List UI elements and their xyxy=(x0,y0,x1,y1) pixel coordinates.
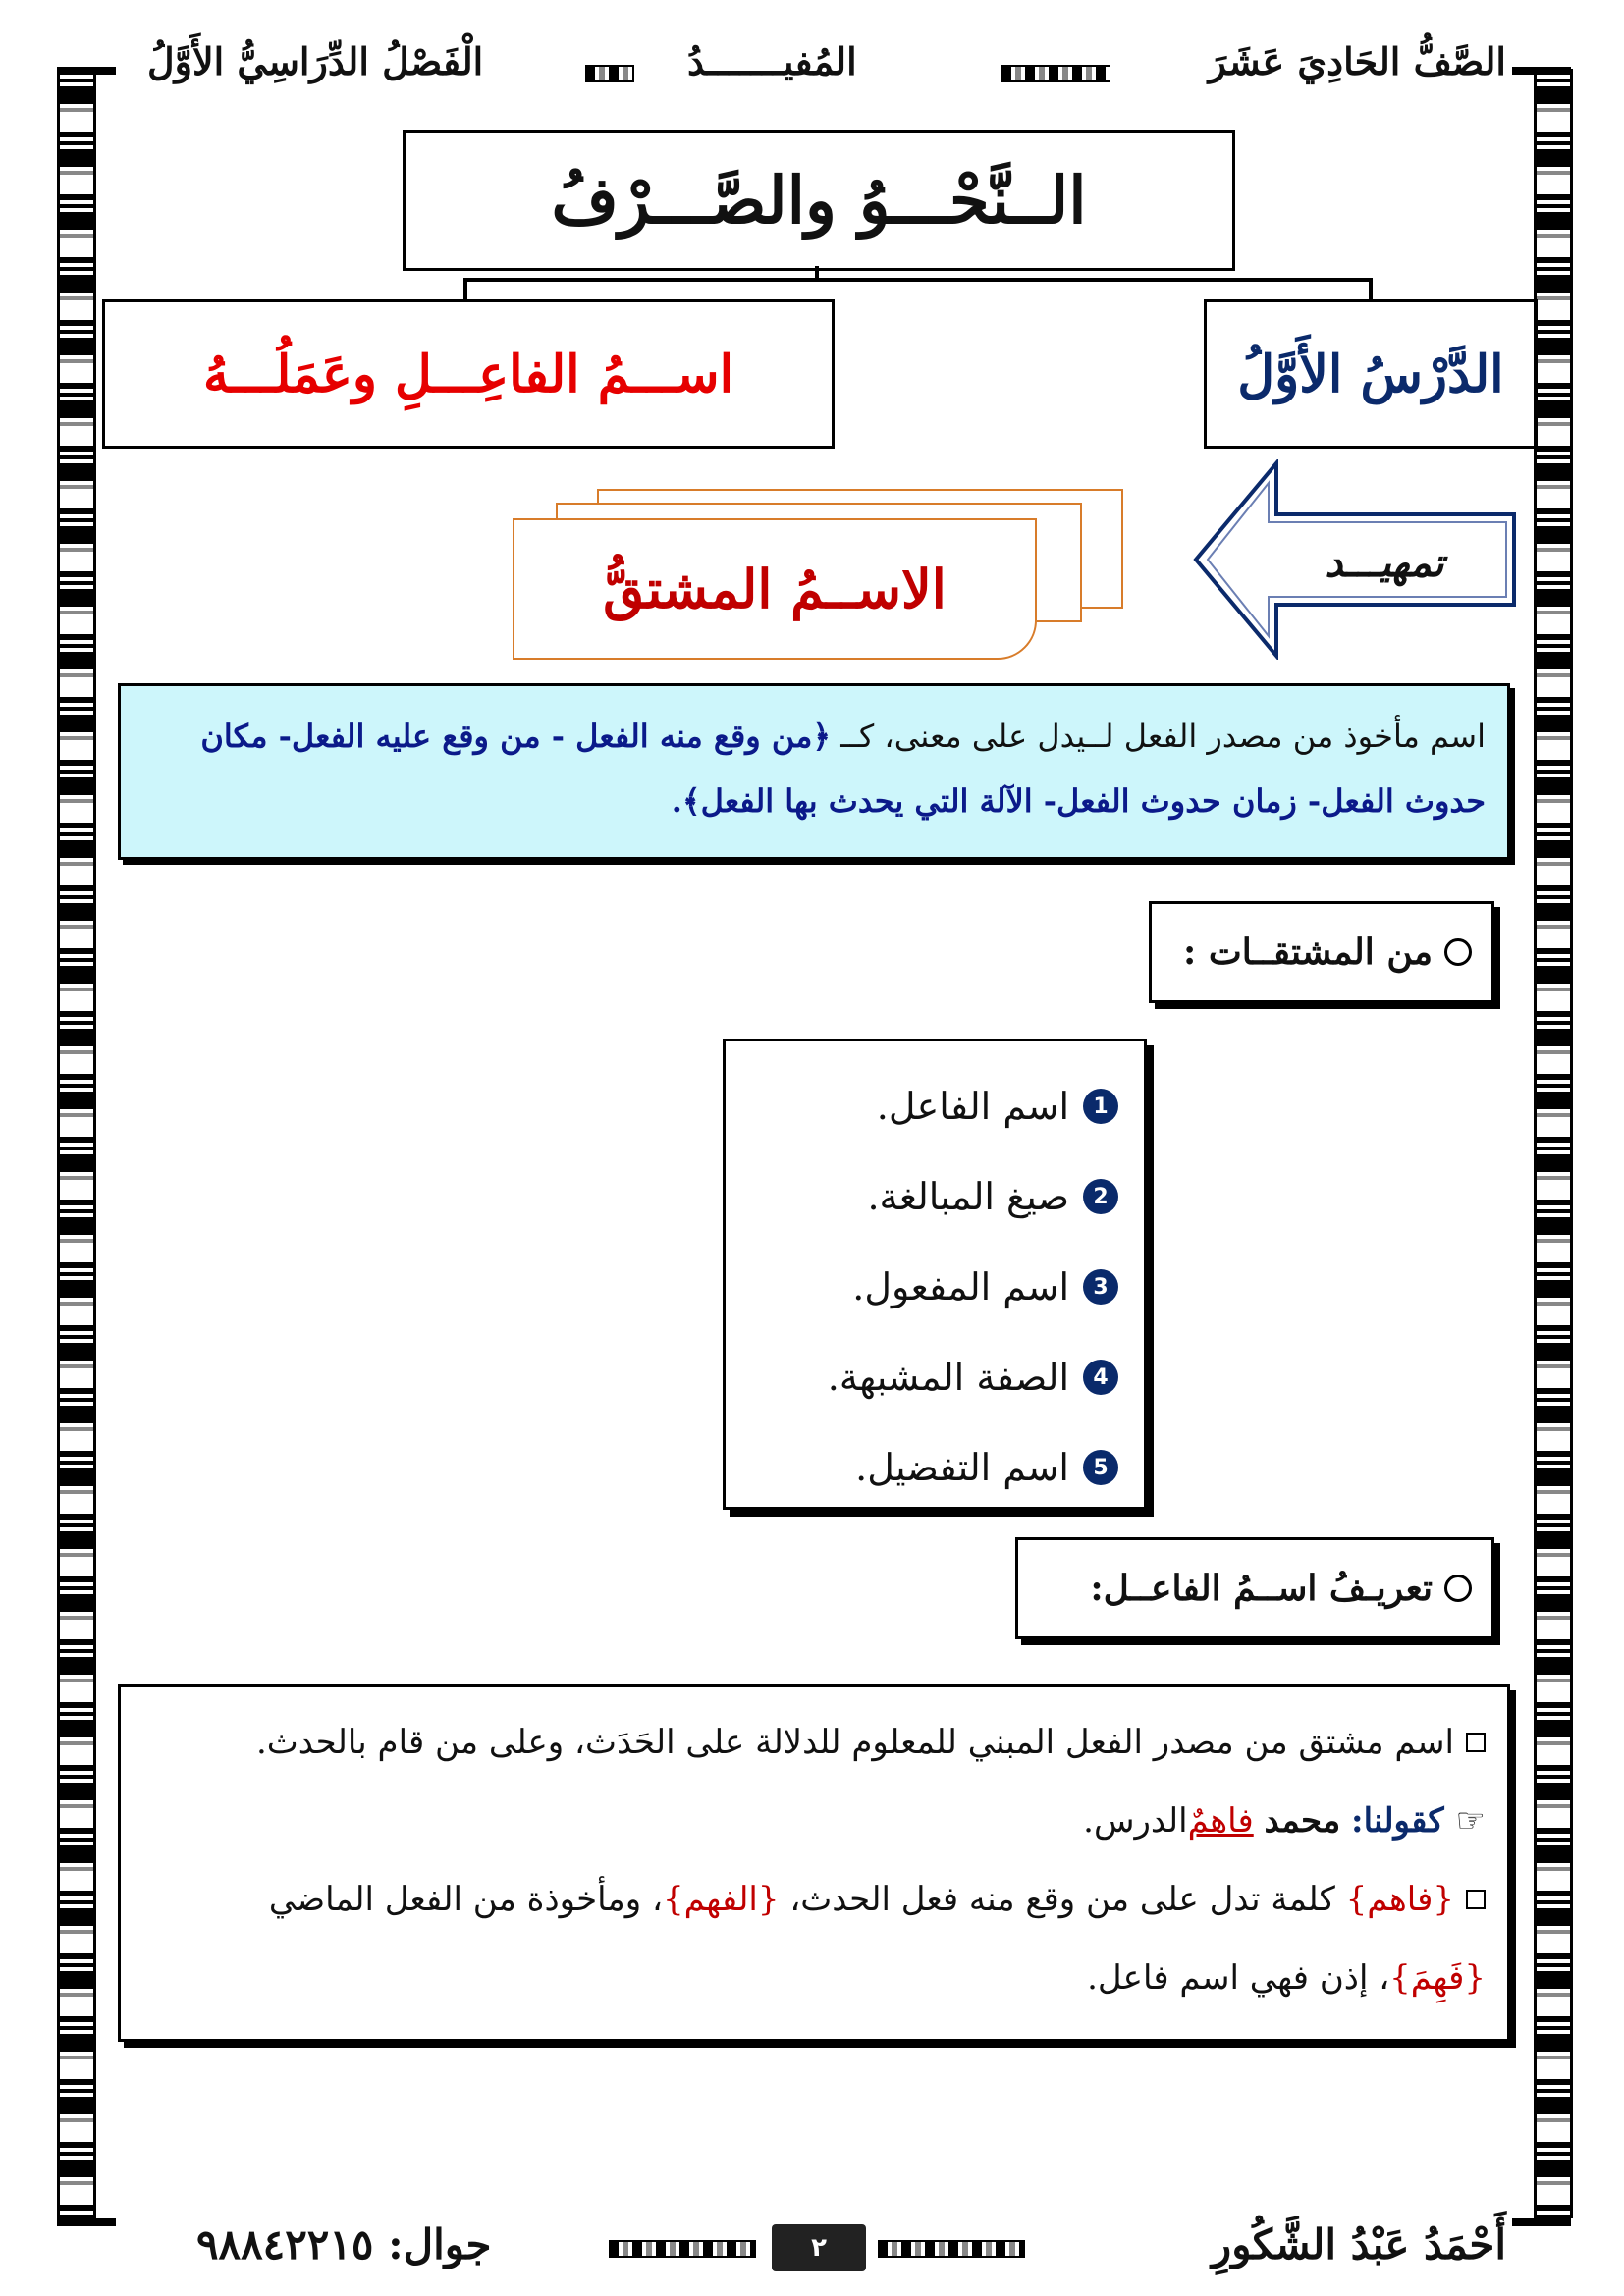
page-number-text: ٢ xyxy=(811,2233,827,2263)
number-badge-icon: 2 xyxy=(1083,1179,1118,1214)
content-word: {الفهم} xyxy=(662,1880,780,1919)
checkbox-bullet-icon xyxy=(1466,1890,1486,1909)
circle-bullet-icon xyxy=(1444,1575,1472,1602)
example-subject: محمد xyxy=(1264,1801,1341,1841)
circle-bullet-icon xyxy=(1444,938,1472,966)
content-line-text: اسم مشتق من مصدر الفعل المبني للمعلوم للدلالة على الحَدَث، وعلى من قام بالحدث. xyxy=(255,1723,1454,1762)
derivatives-list xyxy=(723,1039,1147,1510)
example-highlight: فاهمٌ xyxy=(1187,1801,1254,1841)
content-line xyxy=(142,1860,1486,1939)
content-word: {فاهم} xyxy=(1345,1880,1454,1919)
definition-plain: اسم مأخوذ من مصدر الفعل لــيدل على معنى، كــ xyxy=(840,718,1486,755)
right-border xyxy=(1534,69,1573,2218)
list-item-text: اسم المفعول. xyxy=(852,1265,1069,1308)
list-item-text: اسم التفضيل. xyxy=(855,1446,1069,1489)
left-border xyxy=(57,69,96,2218)
tree-bar xyxy=(463,278,1373,282)
content-line xyxy=(142,1939,1486,2017)
tree-right-leg xyxy=(1369,278,1373,301)
content-word: {فَهِمَ} xyxy=(1389,1958,1486,1998)
content-text: ، إذن فهي اسم فاعل. xyxy=(1087,1958,1390,1998)
example-label: كقولنا: xyxy=(1351,1801,1444,1841)
list-item xyxy=(751,1422,1118,1513)
header-term: الْفَصْلُ الدِّرَاسِيُّ الأَوَّلُ xyxy=(147,39,484,83)
active-participle-heading-text: تعريـفُ اســمُ الفاعــل: xyxy=(1090,1568,1433,1609)
intro-arrow-label: تمهيـــد xyxy=(1325,540,1444,586)
content-example xyxy=(142,1782,1486,1860)
active-participle-content xyxy=(118,1684,1510,2042)
derived-definition xyxy=(118,683,1510,860)
list-item-text: صيغ المبالغة. xyxy=(867,1175,1069,1218)
pointing-hand-icon: ☞ xyxy=(1455,1801,1486,1841)
checkbox-bullet-icon xyxy=(1466,1733,1486,1752)
list-item xyxy=(751,1242,1118,1332)
number-badge-icon: 1 xyxy=(1083,1089,1118,1124)
lesson-topic: اســـمُ الفاعِـــلِ وعَمَلُـــهُ xyxy=(102,299,835,449)
example-rest: الدرس. xyxy=(1083,1801,1188,1841)
content-text: ، ومأخوذة من الفعل الماضي xyxy=(268,1880,663,1919)
number-badge-icon: 5 xyxy=(1083,1450,1118,1485)
page-title: الــنَّحْـــوُ والصَّـــرْفُ xyxy=(403,130,1235,271)
footer-author: أَحْمَدُ عَبْدُ الشَّكُورِ xyxy=(1211,2220,1506,2269)
bottom-border-right xyxy=(1512,2218,1571,2226)
header-ornament-right xyxy=(1001,65,1110,82)
footer-ornament-right xyxy=(878,2240,1025,2258)
definition-emphasis: ﴿من وقع منه الفعل - من وقع عليه الفعل- مكان حدوث الفعل- زمان حدوث الفعل- الآلة التي يحدث بها الفعل﴾. xyxy=(200,718,1486,820)
number-badge-icon: 4 xyxy=(1083,1360,1118,1395)
derived-noun-title xyxy=(513,518,1037,660)
number-badge-icon: 3 xyxy=(1083,1269,1118,1305)
page-number xyxy=(772,2224,866,2271)
top-border-left xyxy=(57,67,116,75)
derivatives-heading xyxy=(1149,901,1494,1003)
footer-phone: جوال: ٩٨٨٤٢٢١٥ xyxy=(196,2220,492,2269)
header-ornament-left xyxy=(585,65,634,82)
derivatives-heading-text: من المشتقــات : xyxy=(1183,932,1433,973)
list-item-text: الصفة المشبهة. xyxy=(827,1356,1069,1399)
list-item-text: اسم الفاعل. xyxy=(876,1085,1069,1128)
list-item xyxy=(751,1332,1118,1422)
footer-ornament-left xyxy=(609,2240,756,2258)
content-text: كلمة تدل على من وقع منه فعل الحدث، xyxy=(789,1880,1335,1919)
lesson-label: الدَّرْسُ الأَوَّلُ xyxy=(1204,299,1538,449)
list-item xyxy=(751,1151,1118,1242)
top-border-right xyxy=(1512,67,1571,75)
list-item xyxy=(751,1061,1118,1151)
derived-noun-text: الاســمُ المشتقُّ xyxy=(603,558,947,620)
content-line xyxy=(142,1703,1486,1782)
tree-left-leg xyxy=(463,278,467,301)
active-participle-heading xyxy=(1015,1537,1494,1639)
header-book: المُفيـــــــدُ xyxy=(687,39,857,83)
header-grade: الصَّفُّ الحَادِيَ عَشَرَ xyxy=(1208,39,1506,83)
bottom-border-left xyxy=(57,2218,116,2226)
